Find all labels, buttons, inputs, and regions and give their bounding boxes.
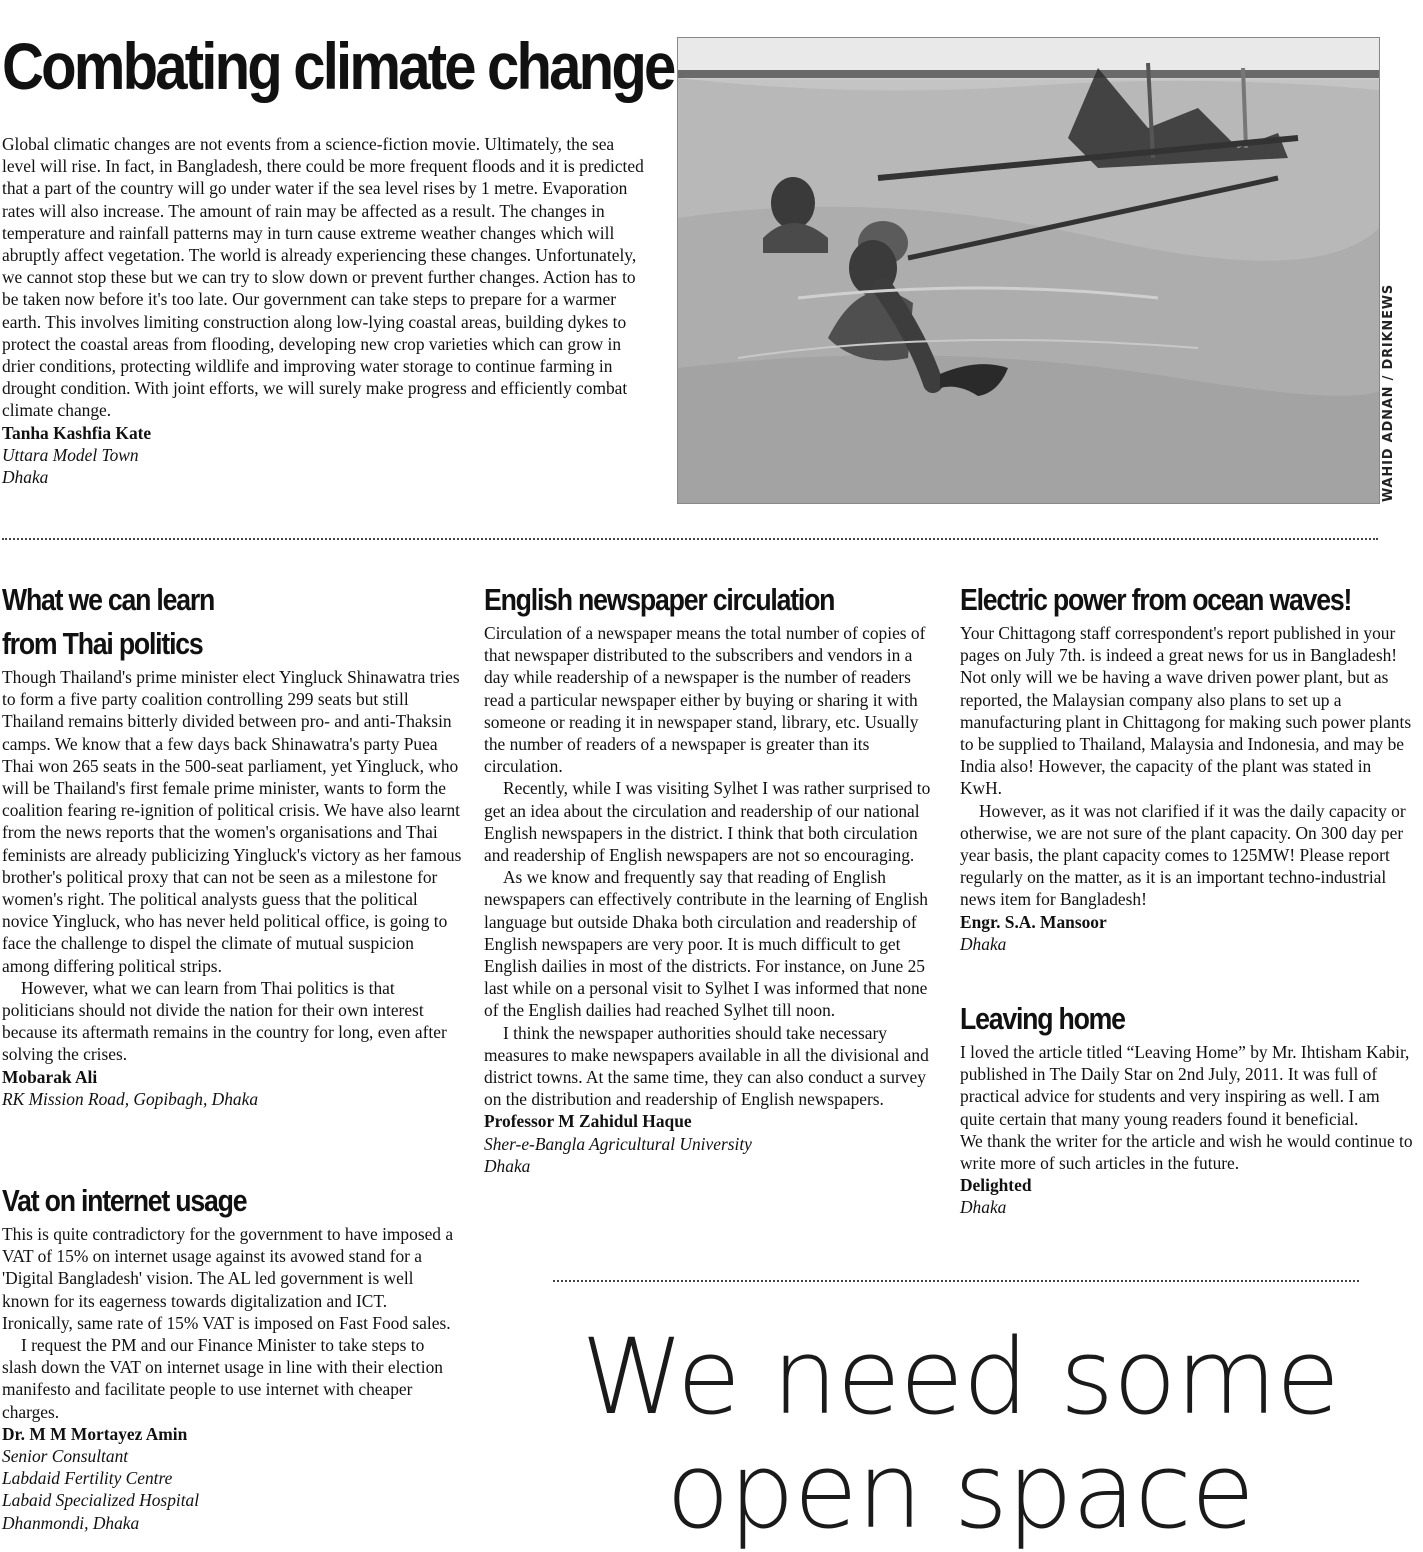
flood-photo-illustration xyxy=(678,38,1379,503)
lead-title: Combating climate change xyxy=(2,29,674,103)
english-paragraph-4: I think the newspaper authorities should take necessary measures to make newspapers available in all the divisional and district towns. At the same time, they can also conduct a survey on the distribution and readership of English newspapers. xyxy=(484,1022,929,1110)
english-paragraph-3: As we know and frequently say that reading of English newspapers can effectively contribute in the learning of English language but outside Dhaka both circulation and readership of English newspapers are very poor. It is much difficult to get English dailies in most of the districts. For instance, on June 25 last while on a personal visit to Sylhet I was informed that none of the English dailies had reached Sylhet till noon. xyxy=(484,867,928,1021)
leaving-paragraph-1: I loved the article titled “Leaving Home” by Mr. Ihtisham Kabir, published in The Daily Star on 2nd July, 2011. It was full of practical advice for students and very inspiring as well. I am quite certain that many young readers found it beneficial. xyxy=(960,1042,1410,1129)
thai-address-1: RK Mission Road, Gopibagh, Dhaka xyxy=(2,1088,259,1109)
lead-author: Tanha Kashfia Kate xyxy=(2,422,152,443)
english-address-1: Sher-e-Bangla Agricultural University xyxy=(484,1133,752,1154)
vat-title: Vat on internet usage xyxy=(2,1183,247,1218)
english-author: Professor M Zahidul Haque xyxy=(484,1111,692,1132)
feature-headline-line-2: open space xyxy=(666,1430,1254,1552)
vat-address-3: Labaid Specialized Hospital xyxy=(2,1490,200,1511)
leaving-title: Leaving home xyxy=(960,1001,1125,1036)
english-article xyxy=(484,578,940,1177)
thai-article xyxy=(2,578,462,1110)
english-title: English newspaper circulation xyxy=(484,582,835,617)
ocean-address-1: Dhaka xyxy=(960,933,1007,954)
flood-photo xyxy=(677,37,1380,504)
english-paragraph-2: Recently, while I was visiting Sylhet I was rather surprised to get an idea about the circulation and readership of our national English newspapers in the district. I think that both circulation and readership of English newspapers are not so encouraging. xyxy=(484,778,931,866)
vat-paragraph-1: This is quite contradictory for the government to have imposed a VAT of 15% on internet usage against its avowed stand for a 'Digital Bangladesh' vision. The AL led government is well known for its eagerness towards digitalization and ICT. Ironically, same rate of 15% VAT is imposed on Fast Food sales. xyxy=(2,1224,454,1333)
thai-title-line-2: from Thai politics xyxy=(2,626,203,661)
leaving-article xyxy=(960,997,1415,1219)
ocean-title: Electric power from ocean waves! xyxy=(960,582,1352,617)
leaving-paragraph-2: We thank the writer for the article and wish he would continue to write more of such articles in the future. xyxy=(960,1130,1413,1174)
vat-article xyxy=(2,1179,462,1534)
leaving-address-1: Dhaka xyxy=(960,1197,1007,1218)
lead-address-1: Uttara Model Town xyxy=(2,444,139,465)
ocean-paragraph-2: However, as it was not clarified if it was the daily capacity or otherwise, we are not sure of the plant capacity. On 300 day per year basis, the plant capacity comes to 125MW! Please report regularly on the matter, as it is an important techno-industrial news item for Bangladesh! xyxy=(960,800,1406,910)
thai-paragraph-1: Though Thailand's prime minister elect Yingluck Shinawatra tries to form a five party coalition controlling 299 seats but still Thailand remains bitterly divided between pro- and anti-Thaksin camps. We know that a few days back Shinawatra's party Puea Thai won 265 seats in the 500-seat parliament, yet Yingluck, who will be Thailand's first female prime minister, wants to form the coalition fearing re-ignition of political crisis. We have also learnt from the news reports that the women's organisations and Thai feminists are already publicizing Yingluck's victory as her famous brother's political proxy that can not be seen as a milestone for women's right. The political analysts guess that the political novice Yingluck, who has never held political office, is going to face the challenge to dispel the climate of mutual suspicion among differing political strips. xyxy=(2,667,462,976)
ocean-author: Engr. S.A. Mansoor xyxy=(960,911,1107,932)
thai-paragraph-2: However, what we can learn from Thai politics is that politicians should not divide the nation for their own interest because its aftermath remains in the country for long, even after solving the crises. xyxy=(2,977,447,1065)
lead-article xyxy=(2,133,652,488)
feature-headline xyxy=(560,1316,1360,1552)
leaving-author: Delighted xyxy=(960,1175,1032,1196)
english-paragraph-1: Circulation of a newspaper means the total number of copies of that newspaper distributed to the subscribers and vendors in a day while readership of a newspaper is the number of readers read a particular newspaper either by buying or sharing it with someone or reading it in newspaper stand, library, etc. Usually the number of readers of a newspaper is greater than its circulation. xyxy=(484,623,926,777)
vat-address-2: Labdaid Fertility Centre xyxy=(2,1468,173,1489)
vat-paragraph-2: I request the PM and our Finance Minister to take steps to slash down the VAT on internet usage in line with their election manifesto and facilitate people to use internet with cheaper charges. xyxy=(2,1335,443,1422)
ocean-paragraph-1: Your Chittagong staff correspondent's report published in your pages on July 7th. is indeed a great news for us in Bangladesh! Not only will we be having a wave driven power plant, but as reported, the Malaysian company also plans to set up a manufacturing plant in Chittagong for making such power plants to be supplied to Thailand, Malaysia and Indonesia, and may be India also! However, the capacity of the plant was stated in KwH. xyxy=(960,623,1412,799)
section-divider xyxy=(2,538,1378,540)
english-address-2: Dhaka xyxy=(484,1155,531,1176)
vat-address-4: Dhanmondi, Dhaka xyxy=(2,1512,140,1533)
vat-address-1: Senior Consultant xyxy=(2,1446,129,1467)
lead-address-2: Dhaka xyxy=(2,467,49,488)
vat-author: Dr. M M Mortayez Amin xyxy=(2,1423,188,1444)
photo-credit: WAHID ADNAN / DRIKNEWS xyxy=(1381,283,1396,502)
ocean-article xyxy=(960,578,1415,955)
thai-author: Mobarak Ali xyxy=(2,1066,98,1087)
feature-divider xyxy=(553,1280,1359,1282)
lead-body: Global climatic changes are not events from a science-fiction movie. Ultimately, the sea level will rise. In fact, in Bangladesh, there could be more frequent floods and it is predicted that a part of the country will go under water if the sea level rises by 1 metre. Evaporation rates will also increase. The amount of rain may be affected as a result. The changes in temperature and rainfall patterns may in turn cause extreme weather changes which will abruptly affect vegetation. The world is already experiencing these changes. Unfortunately, we cannot stop these but we can try to slow down or prevent further changes. Action has to be taken now before it's too late. Our government can take steps to prepare for a warmer earth. This involves limiting construction along low-lying coastal areas, building dykes to protect the coastal areas from flooding, developing new crop varieties which can grow in drier conditions, protecting wildlife and improving water storage to continue farming in drought condition. With joint efforts, we will surely make progress and efficiently combat climate change. xyxy=(2,134,644,421)
feature-headline-line-1: We need some xyxy=(581,1316,1339,1438)
thai-title-line-1: What we can learn xyxy=(2,582,215,617)
